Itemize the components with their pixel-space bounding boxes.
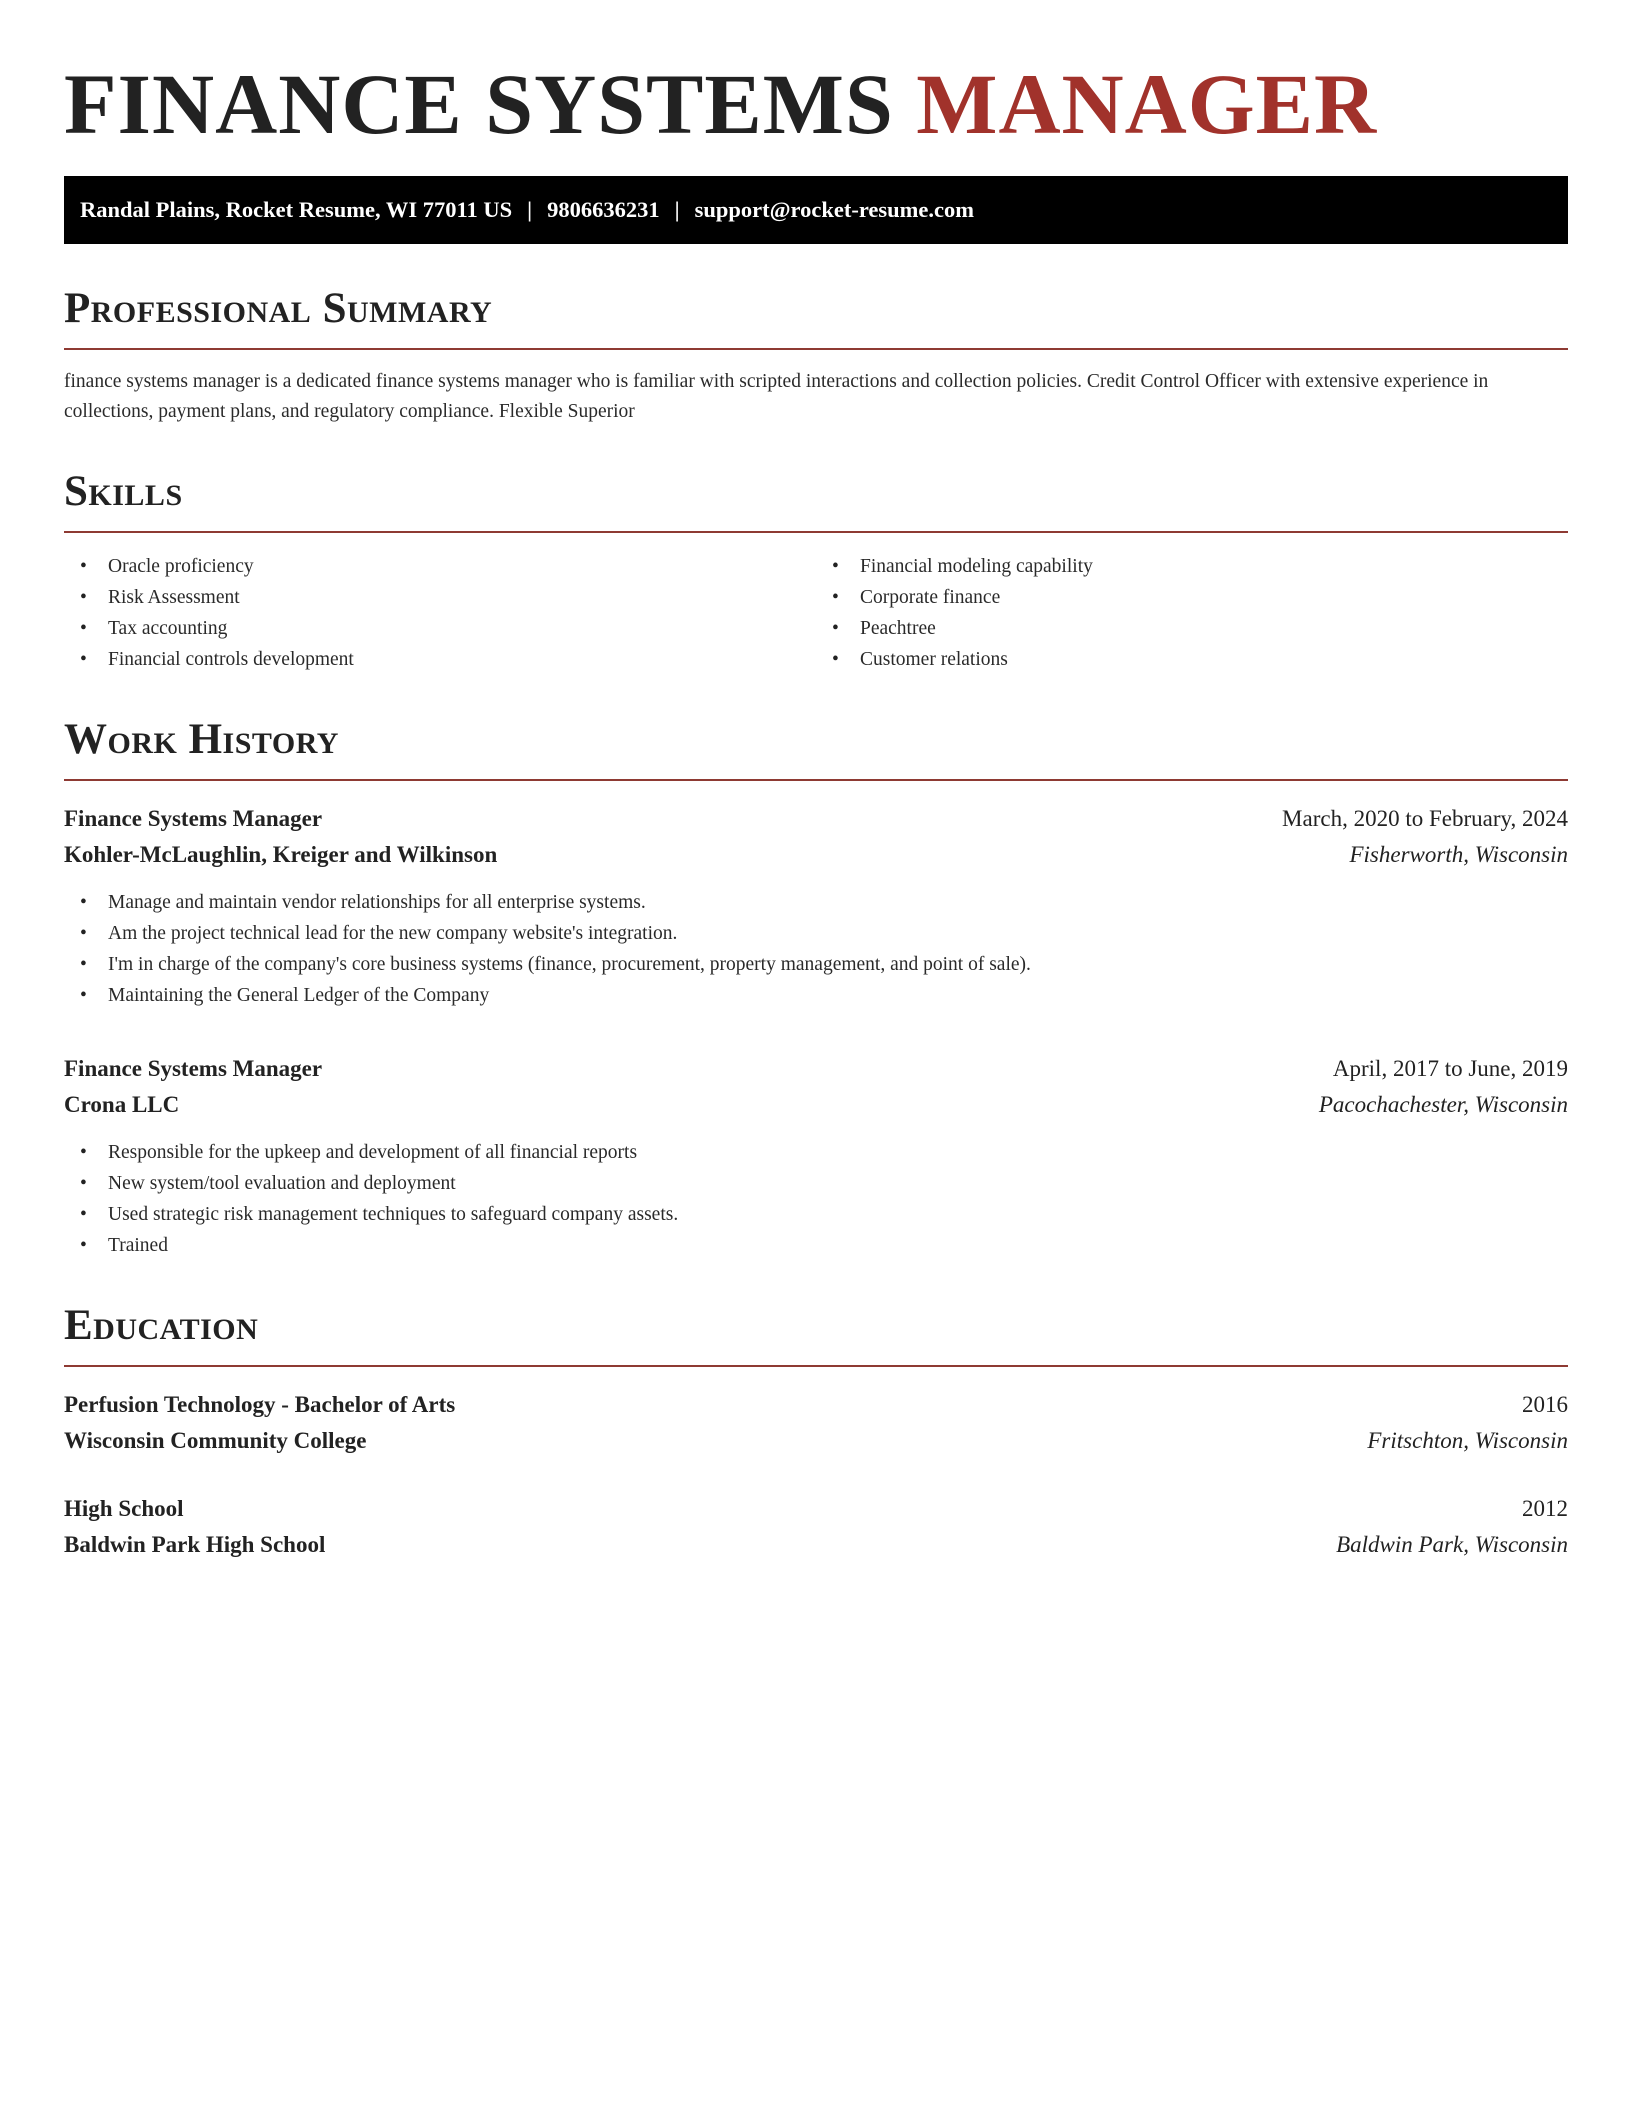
education-school: Baldwin Park High School bbox=[64, 1532, 326, 1557]
skill-item: • Tax accounting bbox=[64, 613, 816, 644]
skill-item: • Financial controls development bbox=[64, 644, 816, 675]
education-entry bbox=[64, 1491, 1568, 1563]
education-section bbox=[64, 1303, 1568, 1563]
name-main: FINANCE SYSTEMS bbox=[64, 56, 894, 152]
education-year: 2012 bbox=[1522, 1496, 1568, 1521]
education-degree: Perfusion Technology - Bachelor of Arts bbox=[64, 1392, 456, 1417]
education-title: Education bbox=[64, 1303, 1568, 1367]
summary-section bbox=[64, 286, 1568, 427]
job-entry bbox=[64, 1051, 1568, 1261]
job-duties bbox=[64, 1137, 1568, 1261]
skills-title: Skills bbox=[64, 469, 1568, 533]
education-school: Wisconsin Community College bbox=[64, 1428, 367, 1453]
job-duty: • Maintaining the General Ledger of the Company bbox=[64, 980, 1568, 1011]
contact-separator: | bbox=[527, 197, 533, 222]
job-duty: • Am the project technical lead for the new company website's integration. bbox=[64, 918, 1568, 949]
job-header-row bbox=[64, 801, 1568, 837]
job-role: Finance Systems Manager bbox=[64, 1056, 323, 1081]
education-degree-row bbox=[64, 1387, 1568, 1423]
job-duty: • New system/tool evaluation and deployment bbox=[64, 1168, 1568, 1199]
education-location: Baldwin Park, Wisconsin bbox=[1336, 1532, 1568, 1557]
job-company: Kohler-McLaughlin, Kreiger and Wilkinson bbox=[64, 842, 498, 867]
skills-section bbox=[64, 469, 1568, 675]
skill-item: • Oracle proficiency bbox=[64, 551, 816, 582]
education-year: 2016 bbox=[1522, 1392, 1568, 1417]
job-company-row bbox=[64, 1087, 1568, 1123]
contact-phone: 9806636231 bbox=[547, 197, 660, 222]
job-duty: • Manage and maintain vendor relationships for all enterprise systems. bbox=[64, 887, 1568, 918]
skill-item: • Risk Assessment bbox=[64, 582, 816, 613]
skill-item: • Peachtree bbox=[816, 613, 1568, 644]
job-duty: • I'm in charge of the company's core business systems (finance, procurement, property management, and point of sale). bbox=[64, 949, 1568, 980]
skill-item: • Financial modeling capability bbox=[816, 551, 1568, 582]
name-accent: MANAGER bbox=[916, 56, 1378, 152]
job-company-row bbox=[64, 837, 1568, 873]
job-duty: • Responsible for the upkeep and development of all financial reports bbox=[64, 1137, 1568, 1168]
contact-address: Randal Plains, Rocket Resume, WI 77011 US bbox=[80, 197, 513, 222]
work-history-title: Work History bbox=[64, 717, 1568, 781]
education-degree: High School bbox=[64, 1496, 184, 1521]
job-dates: April, 2017 to June, 2019 bbox=[1332, 1056, 1568, 1081]
education-entry bbox=[64, 1387, 1568, 1459]
contact-separator: | bbox=[674, 197, 680, 222]
job-dates: March, 2020 to February, 2024 bbox=[1282, 806, 1568, 831]
contact-bar bbox=[64, 176, 1568, 244]
skills-column-left bbox=[64, 551, 816, 675]
education-school-row bbox=[64, 1527, 1568, 1563]
skill-item: • Corporate finance bbox=[816, 582, 1568, 613]
summary-text: finance systems manager is a dedicated finance systems manager who is familiar with scripted interactions and collection policies. Credit Control Officer with extensive experience in collections, payment plans, and regulatory compliance. Flexible Superior bbox=[64, 371, 1489, 422]
job-location: Fisherworth, Wisconsin bbox=[1349, 842, 1568, 867]
work-history-section bbox=[64, 717, 1568, 1261]
education-school-row bbox=[64, 1423, 1568, 1459]
job-company: Crona LLC bbox=[64, 1092, 180, 1117]
education-degree-row bbox=[64, 1491, 1568, 1527]
skills-column-right bbox=[816, 551, 1568, 675]
job-location: Pacochachester, Wisconsin bbox=[1318, 1092, 1568, 1117]
job-duty: • Used strategic risk management techniques to safeguard company assets. bbox=[64, 1199, 1568, 1230]
contact-email: support@rocket-resume.com bbox=[694, 197, 975, 222]
resume-name-heading bbox=[64, 56, 1568, 152]
skill-item: • Customer relations bbox=[816, 644, 1568, 675]
job-header-row bbox=[64, 1051, 1568, 1087]
education-location: Fritschton, Wisconsin bbox=[1367, 1428, 1568, 1453]
job-duties bbox=[64, 887, 1568, 1011]
job-entry bbox=[64, 801, 1568, 1011]
job-role: Finance Systems Manager bbox=[64, 806, 323, 831]
summary-title: Professional Summary bbox=[64, 286, 1568, 350]
job-duty: • Trained bbox=[64, 1230, 1568, 1261]
skills-list bbox=[64, 551, 1568, 675]
